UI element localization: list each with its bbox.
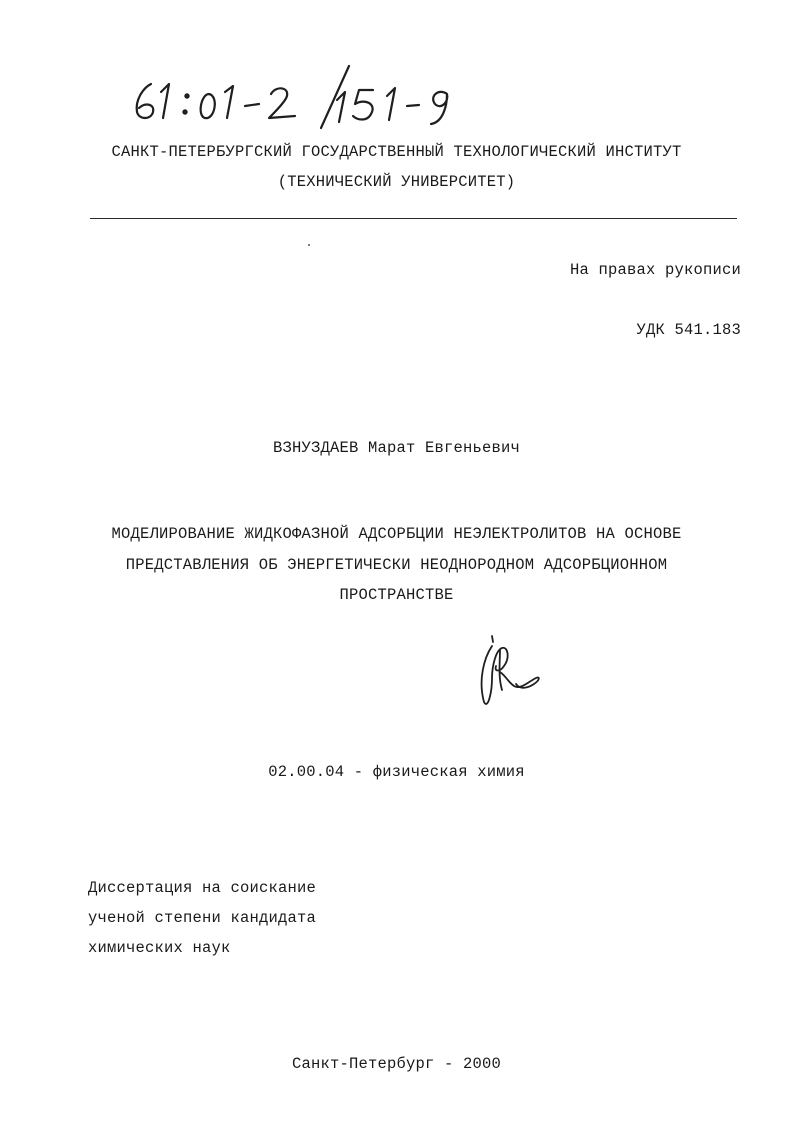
handwritten-archive-number xyxy=(125,60,465,130)
degree-line-2: ученой степени кандидата xyxy=(88,909,317,927)
place-and-year: Санкт-Петербург - 2000 xyxy=(291,1055,502,1073)
thesis-title-line-3: ПРОСТРАНСТВЕ xyxy=(339,586,454,604)
institution-name: САНКТ-ПЕТЕРБУРГСКИЙ ГОСУДАРСТВЕННЫЙ ТЕХНОЛОГИЧЕСКИЙ ИНСТИТУТ xyxy=(111,143,682,161)
degree-line-3: химических наук xyxy=(88,939,231,957)
scan-speck xyxy=(308,244,310,246)
thesis-title-line-1: МОДЕЛИРОВАНИЕ ЖИДКОФАЗНОЙ АДСОРБЦИИ НЕЭЛЕКТРОЛИТОВ НА ОСНОВЕ xyxy=(111,525,682,543)
degree-line-1: Диссертация на соискание xyxy=(88,879,317,897)
specialty-code: 02.00.04 - физическая химия xyxy=(268,763,525,781)
rights-notice: На правах рукописи xyxy=(569,261,741,279)
institution-subtitle: (ТЕХНИЧЕСКИЙ УНИВЕРСИТЕТ) xyxy=(277,173,516,191)
udc-code: УДК 541.183 xyxy=(636,321,741,339)
thesis-title-line-2: ПРЕДСТАВЛЕНИЯ ОБ ЭНЕРГЕТИЧЕСКИ НЕОДНОРОДНОМ АДСОРБЦИОННОМ xyxy=(125,556,668,574)
header-divider xyxy=(90,218,737,219)
author-name: ВЗНУЗДАЕВ Марат Евгеньевич xyxy=(272,439,521,457)
author-signature xyxy=(470,632,550,712)
